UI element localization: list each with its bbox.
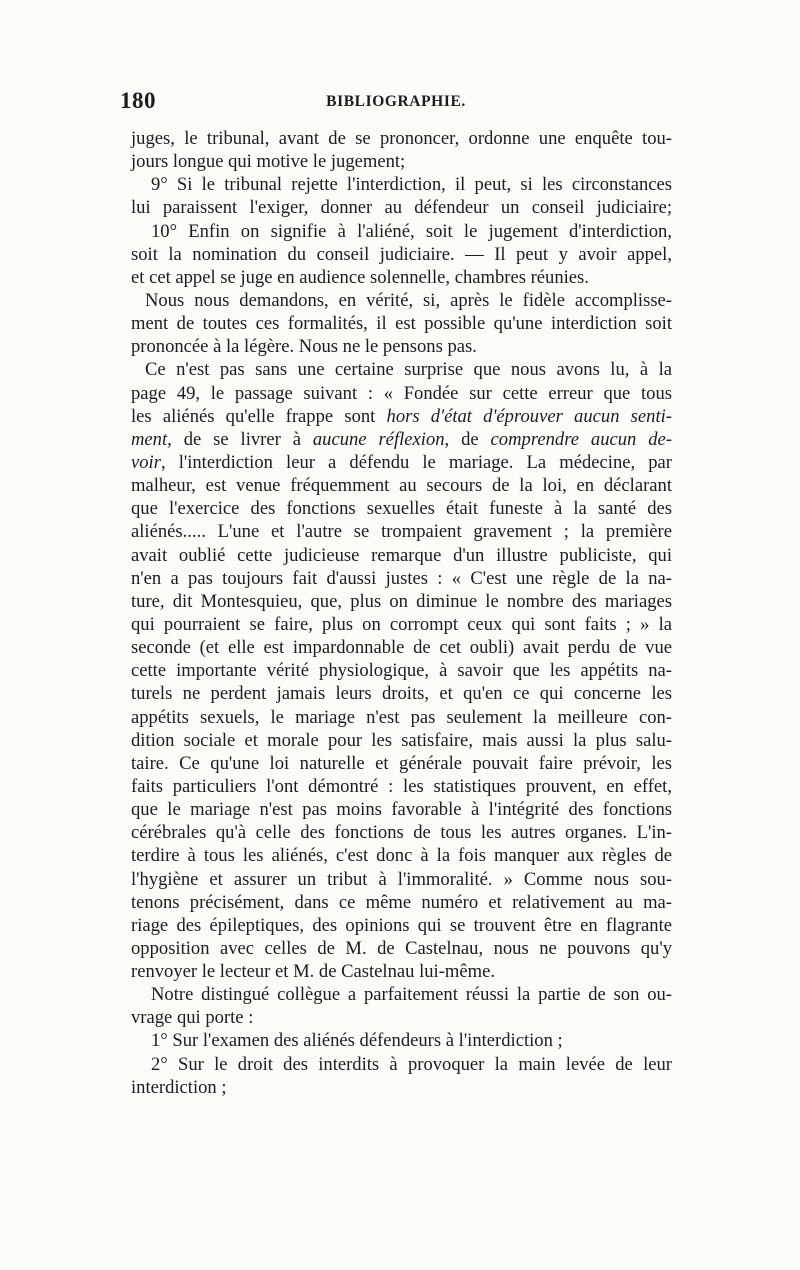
text-line: voir, l'interdiction leur a défendu le mariage. La médecine, par — [131, 451, 672, 473]
text-line: page 49, le passage suivant : « Fondée sur cette erreur que tous — [131, 382, 672, 404]
running-head: BIBLIOGRAPHIE. — [326, 93, 466, 110]
text-line: soit la nomination du conseil judiciaire. — Il peut y avoir appel, — [131, 243, 672, 265]
body-text — [131, 127, 672, 1099]
text-line: faits particuliers l'ont démontré : les statistiques prouvent, en effet, — [131, 775, 672, 797]
text-line: terdire à tous les aliénés, c'est donc à la fois manquer aux règles de — [131, 845, 672, 867]
page-number: 180 — [120, 88, 156, 113]
text-line: taire. Ce qu'une loi naturelle et générale pouvait faire prévoir, les — [131, 752, 672, 774]
text-line: ment de toutes ces formalités, il est possible qu'une interdiction soit — [131, 313, 672, 335]
text-line: juges, le tribunal, avant de se prononcer, ordonne une enquête tou- — [131, 128, 672, 149]
text-line: 10° Enfin on signifie à l'aliéné, soit le jugement d'interdiction, — [151, 220, 672, 242]
text-line: 9° Si le tribunal rejette l'interdiction, il peut, si les circonstances — [151, 174, 672, 196]
text-line: que l'exercice des fonctions sexuelles était funeste à la santé des — [131, 498, 672, 520]
text-line: aliénés..... L'une et l'autre se trompaient gravement ; la première — [131, 521, 672, 543]
text-line: l'hygiène et assurer un tribut à l'immoralité. » Comme nous sou- — [131, 868, 672, 890]
text-line: appétits sexuels, le mariage n'est pas seulement la meilleure con- — [131, 706, 672, 728]
text-line: interdiction ; — [131, 1076, 227, 1098]
text-line: tenons précisément, dans ce même numéro et relativement au ma- — [131, 891, 672, 913]
text-line: renvoyer le lecteur et M. de Castelnau lui-même. — [131, 961, 495, 983]
text-line: opposition avec celles de M. de Castelnau, nous ne pouvons qu'y — [131, 937, 672, 959]
text-line: jours longue qui motive le jugement; — [131, 151, 406, 173]
text-line: que le mariage n'est pas moins favorable à l'intégrité des fonctions — [131, 799, 672, 821]
text-line: les aliénés qu'elle frappe sont hors d'état d'éprouver aucun senti- — [131, 405, 672, 427]
text-line: Nous nous demandons, en vérité, si, après le fidèle accomplisse- — [145, 289, 672, 311]
text-line: prononcée à la légère. Nous ne le pensons pas. — [131, 336, 477, 358]
text-line: seconde (et elle est impardonnable de cet oubli) avait perdu de vue — [131, 637, 672, 659]
text-line: ment, de se livrer à aucune réflexion, de comprendre aucun de- — [131, 428, 672, 450]
text-line: vrage qui porte : — [131, 1007, 254, 1029]
text-line: qui pourraient se faire, plus on corrompt ceux qui sont faits ; » la — [131, 613, 672, 635]
text-line: Ce n'est pas sans une certaine surprise que nous avons lu, à la — [145, 359, 672, 381]
text-line: ture, dit Montesquieu, que, plus on diminue le nombre des mariages — [131, 590, 672, 612]
text-line: cérébrales qu'à celle des fonctions de tous les autres organes. L'in- — [131, 822, 672, 844]
text-line: lui paraissent l'exiger, donner au défendeur un conseil judiciaire; — [131, 197, 672, 219]
text-line: 2° Sur le droit des interdits à provoquer la main levée de leur — [151, 1053, 672, 1075]
text-line: cette importante vérité physiologique, à savoir que les appétits na- — [131, 660, 672, 682]
text-line: Notre distingué collègue a parfaitement réussi la partie de son ou- — [151, 984, 672, 1006]
text-line: avait oublié cette judicieuse remarque d'un illustre publiciste, qui — [131, 544, 672, 566]
text-line: riage des épileptiques, des opinions qui se trouvent être en flagrante — [131, 914, 672, 936]
text-line: n'en a pas toujours fait d'aussi justes : « C'est une règle de la na- — [131, 567, 672, 589]
text-line: dition sociale et morale pour les satisfaire, mais aussi la plus salu- — [131, 729, 672, 751]
text-line: malheur, est venue fréquemment au secours de la loi, en déclarant — [131, 475, 672, 497]
text-line: et cet appel se juge en audience solennelle, chambres réunies. — [131, 266, 589, 288]
text-line: 1° Sur l'examen des aliénés défendeurs à l'interdiction ; — [151, 1030, 563, 1052]
text-line: turels ne perdent jamais leurs droits, et qu'en ce qui concerne les — [131, 683, 672, 705]
page-header — [120, 88, 672, 118]
